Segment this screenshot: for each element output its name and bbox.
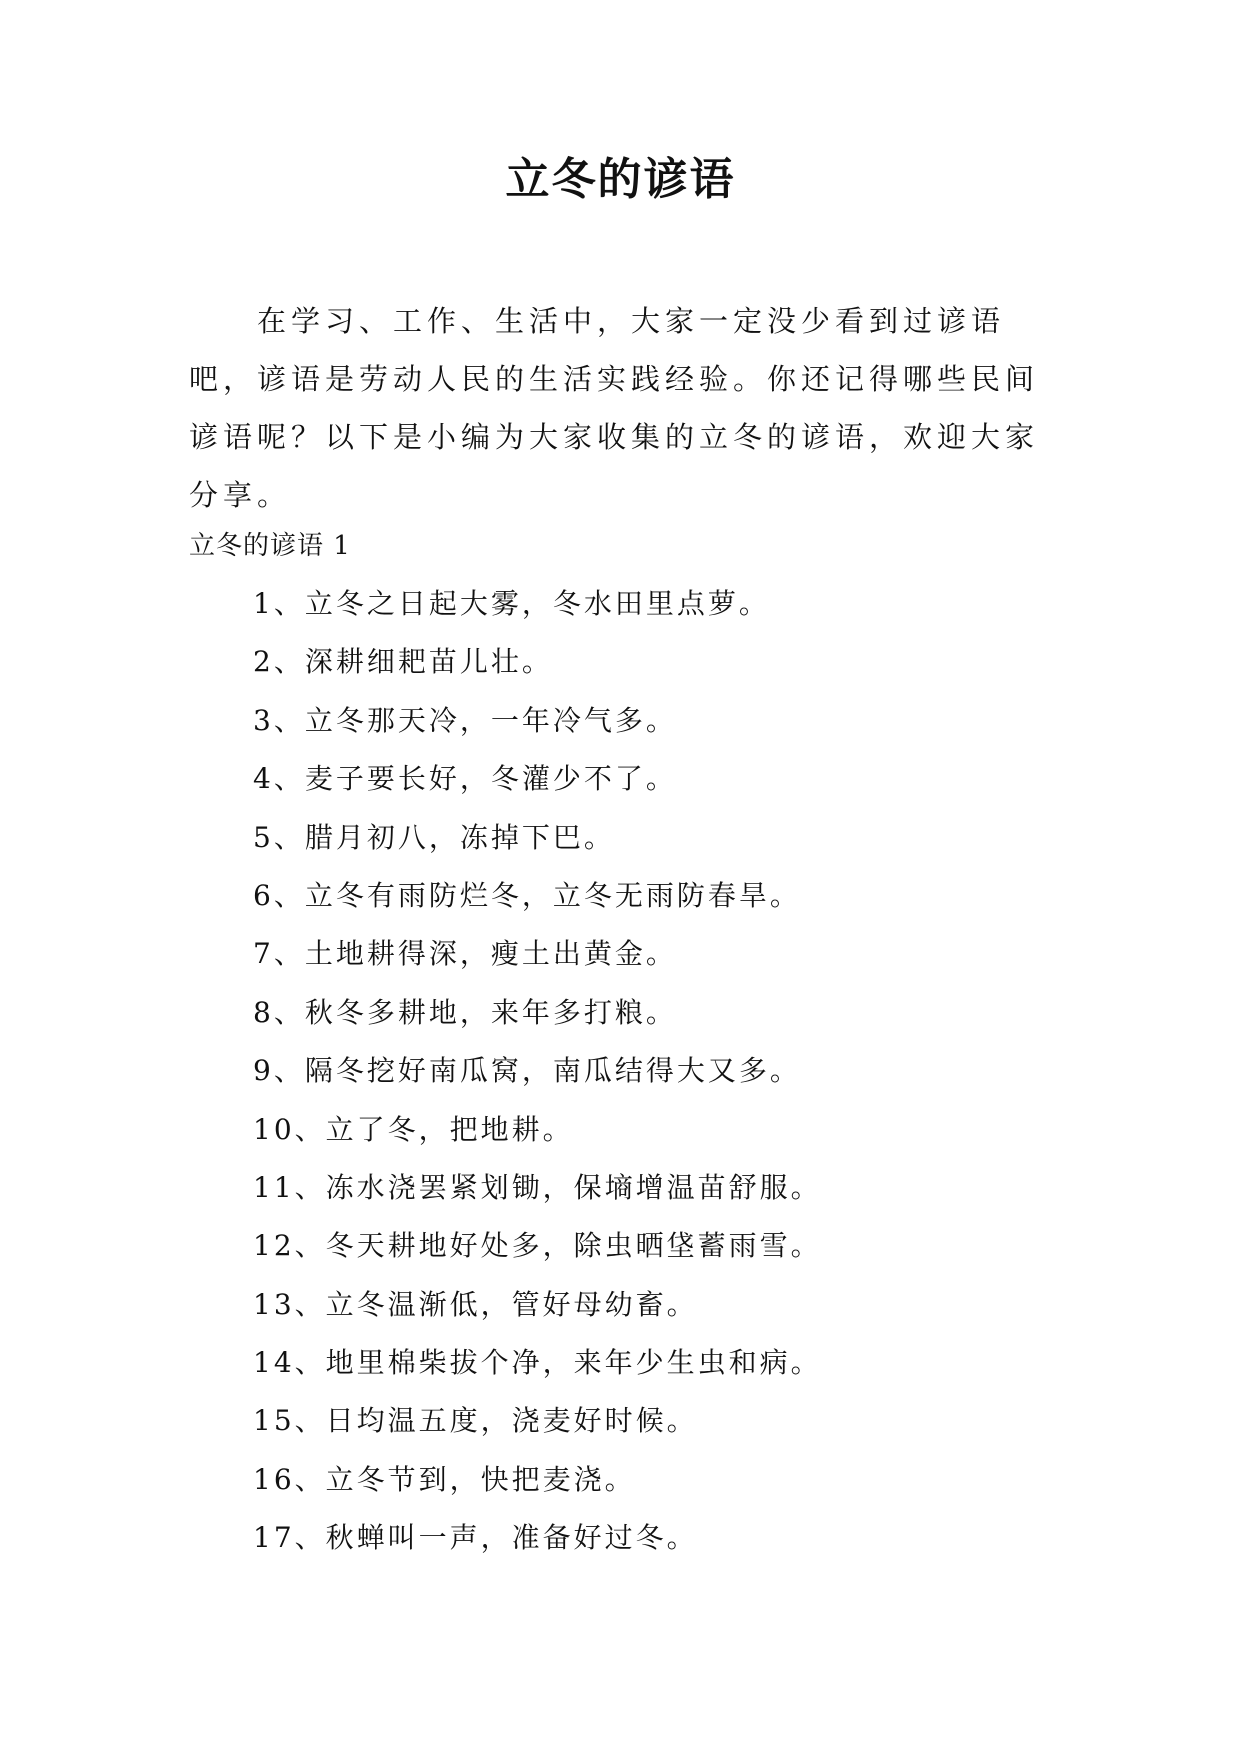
proverb-item: 12、冬天耕地好处多，除虫晒垡蓄雨雪。 xyxy=(253,1229,822,1263)
proverb-item: 8、秋冬多耕地，来年多打粮。 xyxy=(253,995,677,1029)
proverb-item: 5、腊月初八，冻掉下巴。 xyxy=(253,820,615,854)
proverb-item: 15、日均温五度，浇麦好时候。 xyxy=(253,1404,698,1438)
proverb-item: 4、麦子要长好，冬灌少不了。 xyxy=(253,762,677,796)
proverb-item: 10、立了冬，把地耕。 xyxy=(253,1112,574,1146)
proverb-list xyxy=(253,584,822,1577)
proverb-item: 9、隔冬挖好南瓜窝，南瓜结得大又多。 xyxy=(253,1054,801,1088)
document-title: 立冬的谚语 xyxy=(505,154,736,205)
proverb-item: 13、立冬温渐低，管好母幼畜。 xyxy=(253,1287,698,1321)
proverb-item: 11、冻水浇罢紧划锄，保墒增温苗舒服。 xyxy=(253,1170,822,1204)
proverb-item: 7、土地耕得深，瘦土出黄金。 xyxy=(253,937,677,971)
proverb-item: 6、立冬有雨防烂冬，立冬无雨防春旱。 xyxy=(253,878,801,912)
proverb-item: 2、深耕细耙苗儿壮。 xyxy=(253,645,553,679)
proverb-item: 16、立冬节到，快把麦浇。 xyxy=(253,1462,636,1496)
intro-paragraph: 在学习、工作、生活中，大家一定没少看到过谚语吧，谚语是劳动人民的生活实践经验。你还记得哪些民间谚语呢？以下是小编为大家收集的立冬的谚语，欢迎大家分享。 xyxy=(189,304,1040,512)
proverb-item: 14、地里棉柴拔个净，来年少生虫和病。 xyxy=(253,1346,822,1380)
section-heading: 立冬的谚语 1 xyxy=(189,531,351,561)
proverb-item: 17、秋蝉叫一声，准备好过冬。 xyxy=(253,1521,698,1555)
proverb-item: 3、立冬那天冷，一年冷气多。 xyxy=(253,703,677,737)
proverb-item: 1、立冬之日起大雾，冬水田里点萝。 xyxy=(253,587,770,620)
